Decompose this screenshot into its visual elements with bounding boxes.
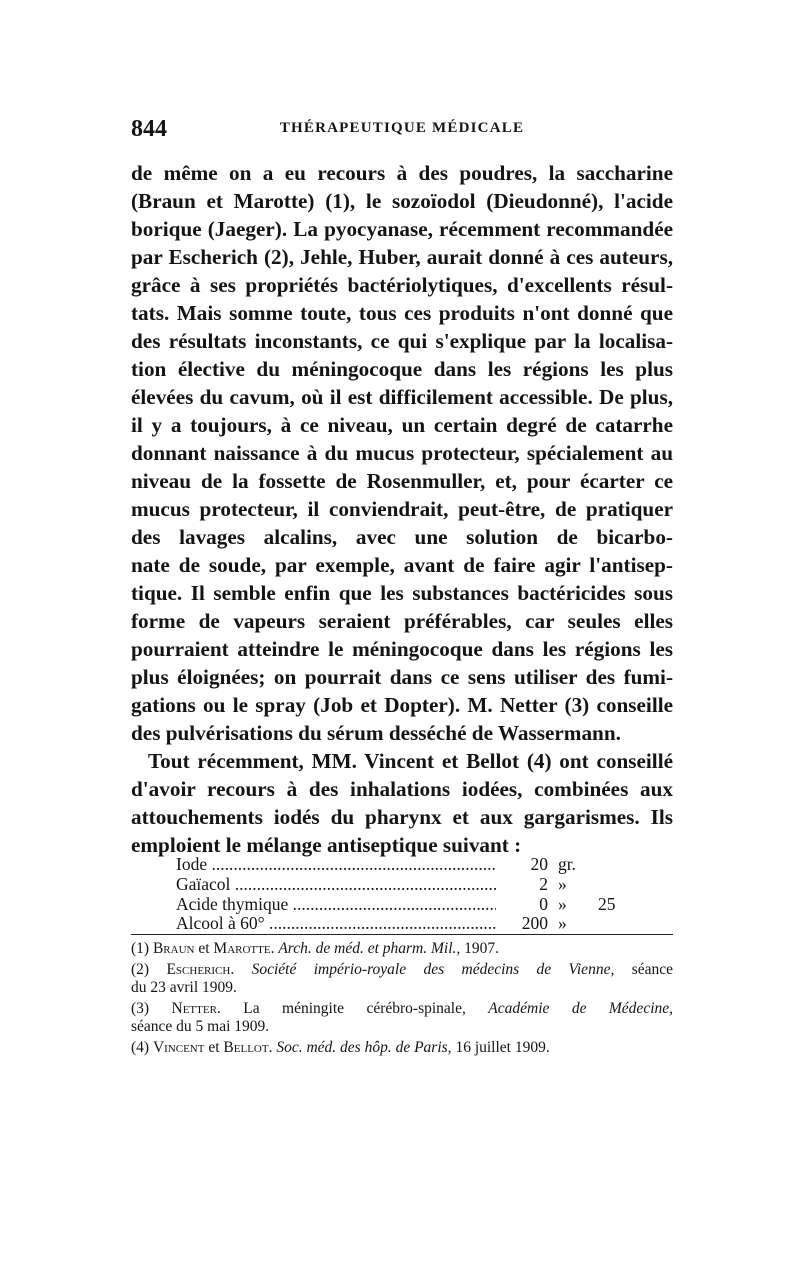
footnote-source: Soc. méd. des hôp. de Paris, — [276, 1039, 452, 1056]
footnote-1 — [131, 940, 673, 958]
footnote-source: Académie de Médecine, — [488, 1000, 674, 1017]
text-line: nate de soude, par exemple, avant de faire agir l'antisep- — [131, 553, 673, 577]
ingredient-name: Acide thymique ..... — [176, 894, 496, 914]
ingredient-unit: » — [558, 894, 567, 914]
footnote-divider — [131, 934, 673, 935]
footnote-text: séance — [631, 961, 674, 978]
footnote-text: La méningite cérébro-spinale, — [243, 1000, 466, 1017]
footnote-number: (4) — [131, 1039, 150, 1056]
footnote-number: (1) — [131, 940, 150, 957]
footnote-number: (2) — [131, 961, 150, 978]
page-header — [131, 116, 673, 142]
footnote-2-continued: du 23 avril 1909. — [131, 979, 237, 996]
text-line: d'avoir recours à des inhalations iodées, combinées aux — [131, 777, 673, 801]
footnote-number: (3) — [131, 1000, 150, 1017]
text-line: plus éloignées; on pourrait dans ce sens utiliser des fumi- — [131, 665, 673, 689]
text-line: tion élective du méningocoque dans les régions les plus — [131, 357, 673, 381]
ingredient-quantity: 0 — [539, 894, 548, 914]
ingredient-extra: 25 — [598, 894, 616, 914]
footnote-author: Vincent — [152, 1039, 205, 1056]
text-line: de même on a eu recours à des poudres, la saccharine — [131, 161, 673, 185]
ingredient-quantity: 200 — [521, 913, 548, 933]
footnote-3 — [131, 1000, 673, 1018]
ingredient-name: Iode ..... — [176, 854, 496, 874]
text-line: il y a toujours, à ce niveau, un certain degré de catarrhe — [131, 413, 673, 437]
footnote-author: Netter. — [171, 1000, 221, 1017]
text-line: attouchements iodés du pharynx et aux gargarismes. Ils — [131, 805, 673, 829]
footnote-conjunction: et — [198, 940, 210, 957]
footnote-date: 1907. — [464, 940, 500, 957]
footnote-author: Escherich. — [166, 961, 235, 978]
text-line: niveau de la fossette de Rosenmuller, et, pour écarter ce — [131, 469, 673, 493]
ingredient-quantity: 20 — [530, 854, 548, 874]
text-line: emploient le mélange antiseptique suivant : — [131, 833, 522, 857]
footnote-source: Société império-royale des médecins de Vienne, — [251, 961, 615, 978]
footnote-conjunction: et — [208, 1039, 220, 1056]
text-line: des résultats inconstants, ce qui s'explique par la localisa- — [131, 329, 673, 353]
text-line: grâce à ses propriétés bactériolytiques, d'excellents résul- — [131, 273, 673, 297]
ingredient-unit: » — [558, 874, 567, 894]
text-line: élevées du cavum, où il est difficilement accessible. De plus, — [131, 385, 673, 409]
text-line: forme de vapeurs seraient préférables, car seules elles — [131, 609, 673, 633]
footnote-source: Arch. de méd. et pharm. Mil., — [278, 940, 461, 957]
ingredient-quantity: 2 — [539, 874, 548, 894]
footnote-4 — [131, 1039, 673, 1057]
ingredient-name: Alcool à 60° ..... — [176, 913, 496, 933]
running-title: THÉRAPEUTIQUE MÉDICALE — [279, 120, 525, 136]
text-line: tique. Il semble enfin que les substances bactéricides sous — [131, 581, 673, 605]
footnote-date: 16 juillet 1909. — [455, 1039, 550, 1056]
footnote-3-continued: séance du 5 mai 1909. — [131, 1018, 270, 1035]
text-line: donnant naissance à du mucus protecteur, spécialement au — [131, 441, 673, 465]
text-line: borique (Jaeger). La pyocyanase, récemment recommandée — [131, 217, 673, 241]
text-line: mucus protecteur, il conviendrait, peut-être, de pratiquer — [131, 497, 673, 521]
text-line: des lavages alcalins, avec une solution de bicarbo- — [131, 525, 673, 549]
ingredient-unit: gr. — [558, 854, 576, 874]
text-line: pourraient atteindre le méningocoque dans les régions les — [131, 637, 673, 661]
text-line: des pulvérisations du sérum desséché de Wassermann. — [131, 721, 621, 745]
ingredient-name: Gaïacol ..... — [176, 874, 496, 894]
text-line: tats. Mais somme toute, tous ces produits n'ont donné que — [131, 301, 673, 325]
text-line: (Braun et Marotte) (1), le sozoïodol (Dieudonné), l'acide — [131, 189, 673, 213]
footnote-2 — [131, 961, 673, 979]
text-line: par Escherich (2), Jehle, Huber, aurait donné à ces auteurs, — [131, 245, 673, 269]
text-line: gations ou le spray (Job et Dopter). M. Netter (3) conseille — [131, 693, 673, 717]
footnote-author: Marotte. — [213, 940, 275, 957]
text-line-indented: Tout récemment, MM. Vincent et Bellot (4) ont conseillé — [148, 749, 673, 773]
footnote-author: Braun — [152, 940, 195, 957]
ingredient-unit: » — [558, 913, 567, 933]
page-number: 844 — [131, 116, 167, 142]
footnote-author: Bellot. — [223, 1039, 273, 1056]
